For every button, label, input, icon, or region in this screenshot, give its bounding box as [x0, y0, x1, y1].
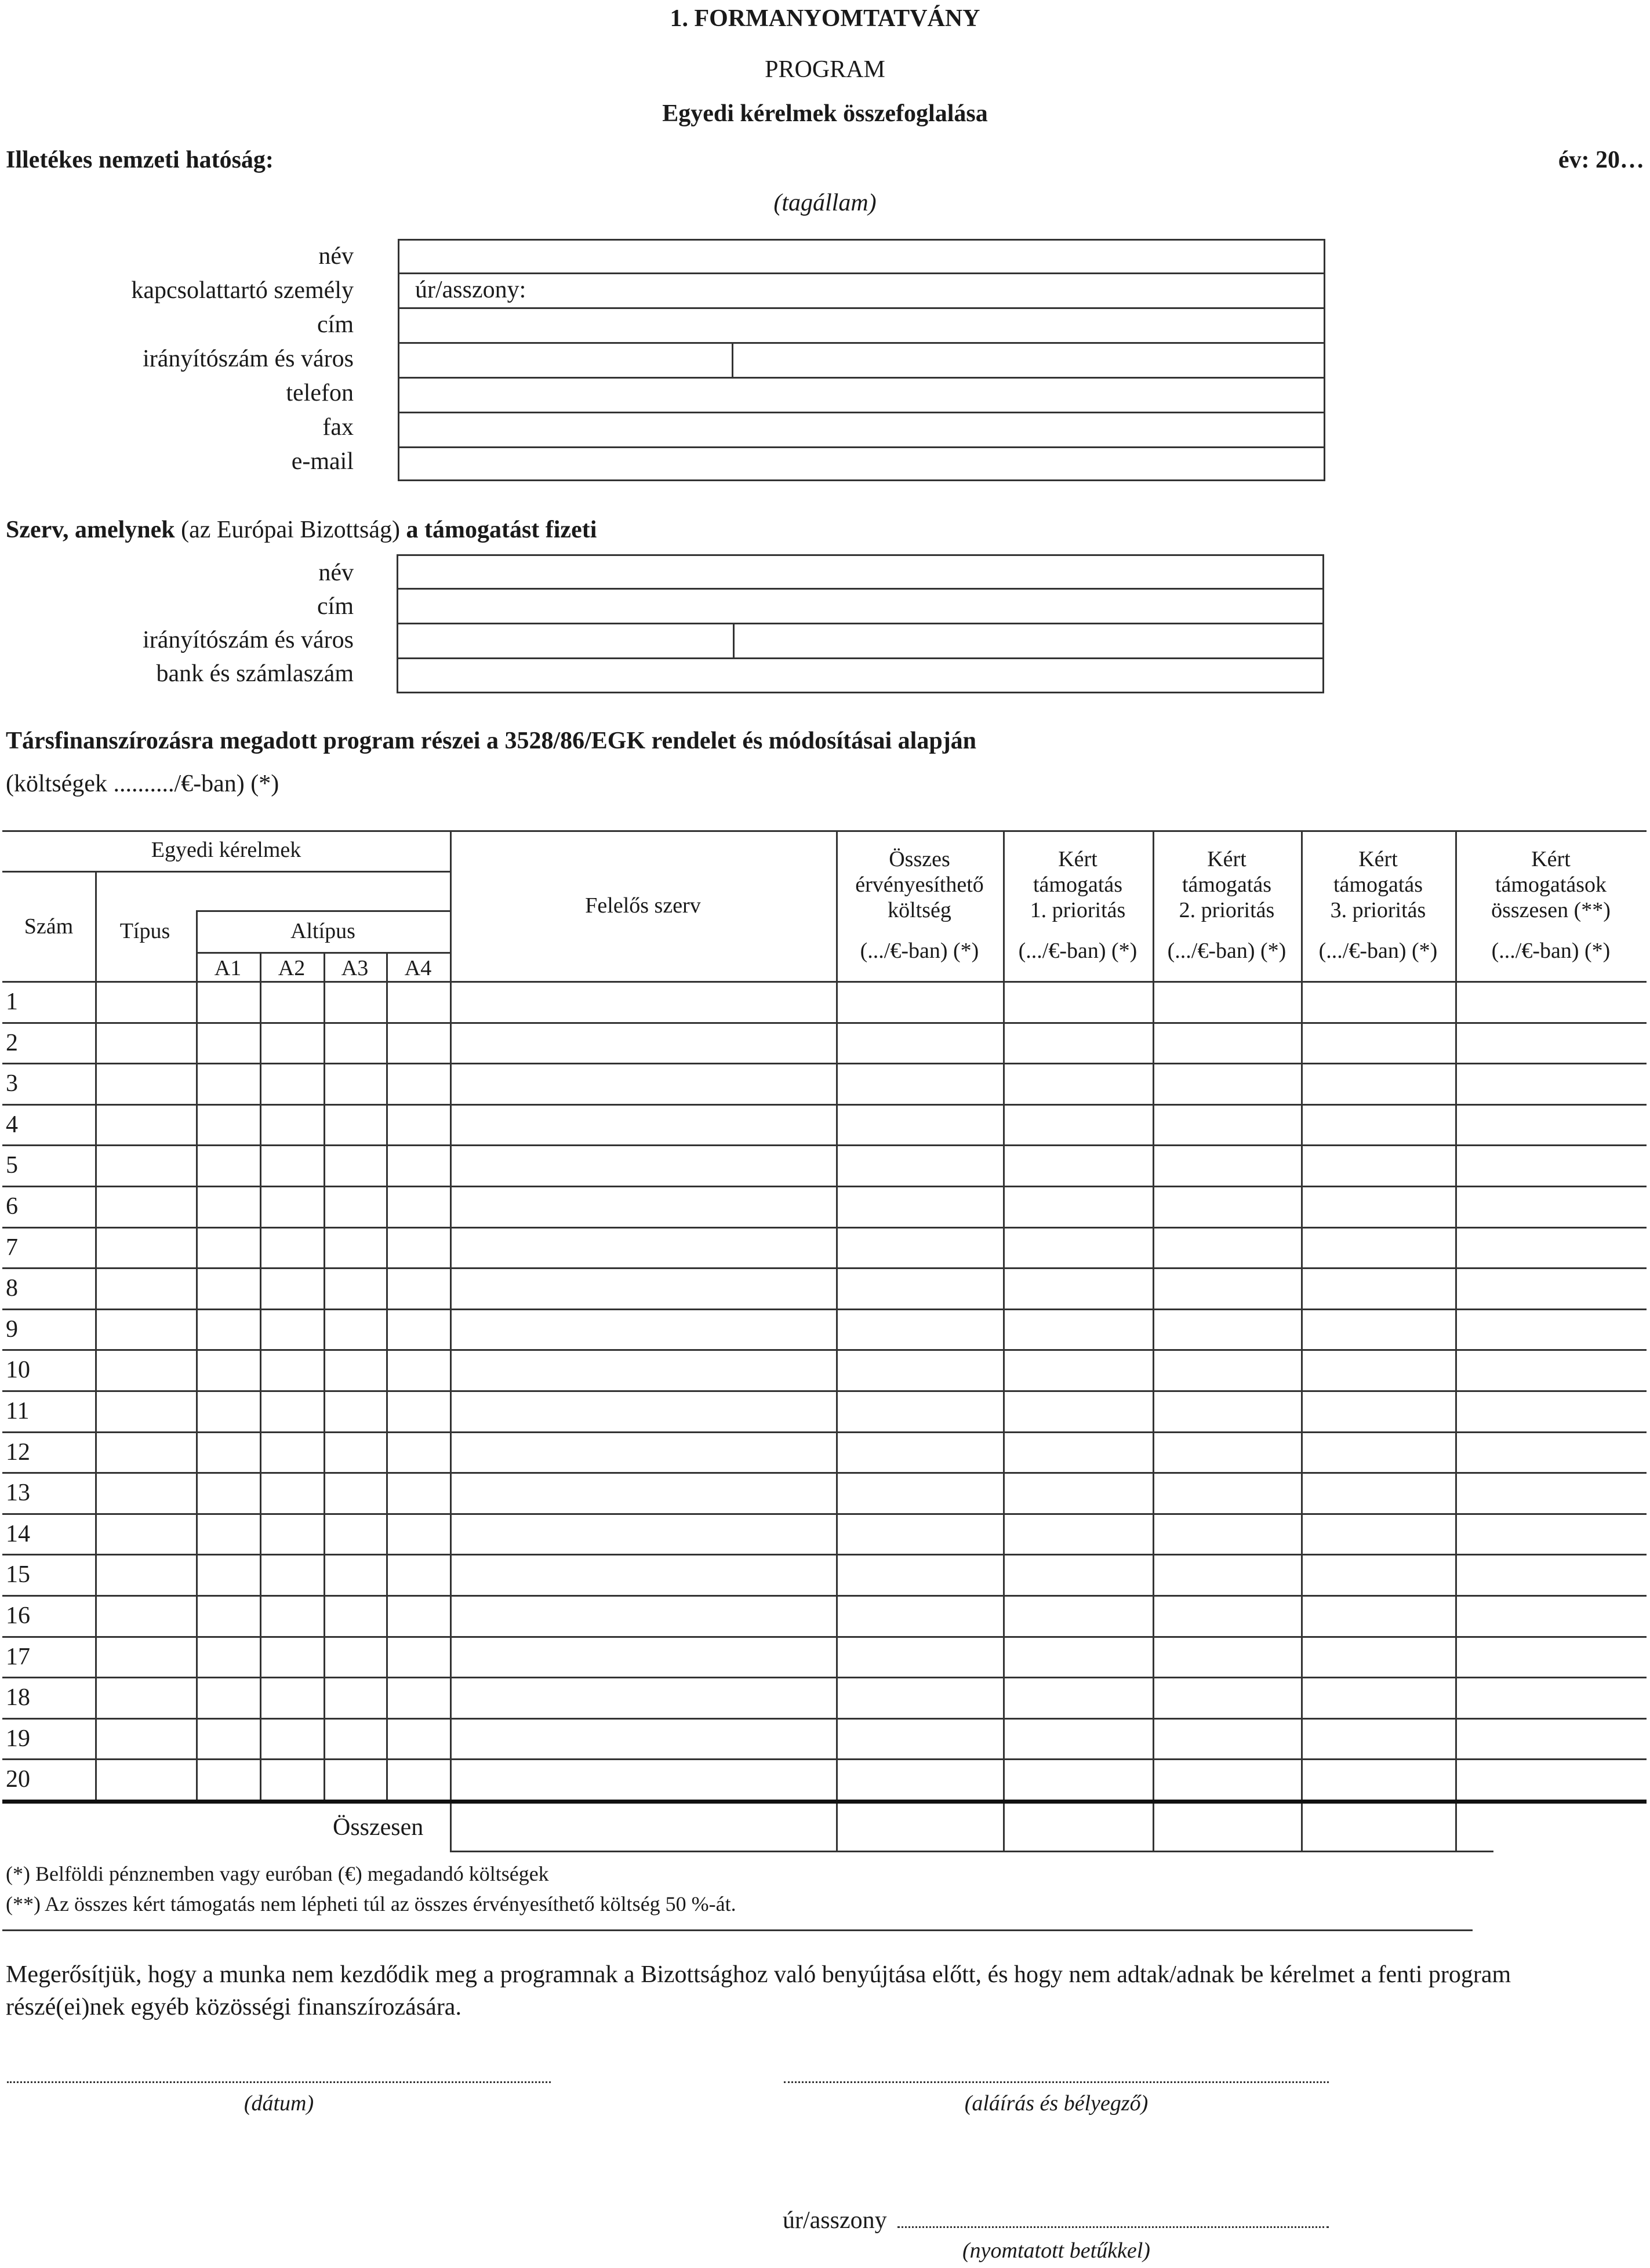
- row-divider: [2, 1513, 1647, 1515]
- row-divider: [2, 1758, 1647, 1760]
- table-total-separator: [2, 1800, 1647, 1804]
- date-line[interactable]: [7, 2081, 551, 2083]
- row-number: 13: [6, 1480, 30, 1506]
- row-number: 12: [6, 1439, 30, 1466]
- col-type: Típus: [119, 919, 170, 943]
- footnote-double-star: (**) Az összes kért támogatás nem lépheti túl az összes érvényesíthető költség 50 %-át.: [6, 1892, 736, 1916]
- row-divider: [2, 1144, 1647, 1146]
- payer-label-postcode-city: irányítószám és város: [143, 627, 354, 653]
- confirmation-line1: Megerősítjük, hogy a munka nem kezdődik meg a programnak a Bizottsághoz való benyújtása előtt, és hogy nem adtak/adnak be kérelmet a fenti program: [6, 1961, 1511, 1988]
- col-subtype-a3: A3: [341, 956, 369, 980]
- row-number: 15: [6, 1561, 30, 1588]
- row-divider: [2, 1104, 1647, 1106]
- col-responsible: Felelős szerv: [585, 893, 701, 918]
- row-divider: [2, 1022, 1647, 1024]
- col-subtype: Altípus: [290, 919, 355, 943]
- printed-name-line[interactable]: [897, 2226, 1329, 2228]
- authority-label: Illetékes nemzeti hatóság:: [6, 147, 274, 173]
- col-subtype-a4: A4: [404, 956, 432, 980]
- row-divider: [2, 1309, 1647, 1310]
- row-number: 8: [6, 1275, 18, 1302]
- payer-heading: Szerv, amelynek (az Európai Bizottság) a támogatást fizeti: [6, 517, 597, 543]
- costs-note: (költségek ........../€-ban) (*): [6, 770, 279, 797]
- row-divider: [2, 1186, 1647, 1187]
- label-phone: telefon: [286, 380, 354, 406]
- row-divider: [2, 1390, 1647, 1392]
- label-address: cím: [317, 311, 354, 338]
- name-field[interactable]: [398, 239, 1325, 272]
- col-subtype-a2: A2: [278, 956, 306, 980]
- col-total-requested: Kért támogatások összesen (**): [1491, 847, 1611, 922]
- label-name: név: [318, 243, 354, 270]
- row-divider: [2, 1554, 1647, 1555]
- row-number: 4: [6, 1111, 18, 1138]
- col-prio2: Kért támogatás 2. prioritás: [1179, 847, 1275, 922]
- row-number: 9: [6, 1316, 18, 1343]
- sir-madam-label: úr/asszony:: [415, 277, 526, 303]
- program-heading: Társfinanszírozásra megadott program részei a 3528/86/EGK rendelet és módosításai alapján: [6, 728, 977, 754]
- signature-line[interactable]: [784, 2081, 1329, 2083]
- footnote-star: (*) Belföldi pénznemben vagy euróban (€) megadandó költségek: [6, 1862, 549, 1885]
- fax-field[interactable]: [398, 412, 1325, 446]
- row-divider: [2, 1677, 1647, 1678]
- payer-city-field[interactable]: [734, 623, 1324, 657]
- unit-prio1: (.../€-ban) (*): [1018, 939, 1137, 963]
- payer-address-field[interactable]: [397, 588, 1324, 623]
- label-fax: fax: [322, 414, 354, 441]
- row-divider: [2, 1063, 1647, 1064]
- phone-field[interactable]: [398, 377, 1325, 412]
- row-divider: [2, 1595, 1647, 1597]
- row-divider: [2, 1472, 1647, 1474]
- col-number: Szám: [24, 914, 74, 939]
- row-number: 6: [6, 1193, 18, 1220]
- unit-prio3: (.../€-ban) (*): [1318, 939, 1438, 963]
- row-divider: [2, 1636, 1647, 1638]
- row-number: 1: [6, 988, 18, 1015]
- col-individual-requests: Egyedi kérelmek: [151, 838, 301, 862]
- label-postcode-city: irányítószám és város: [143, 346, 354, 372]
- unit-total-requested: (.../€-ban) (*): [1491, 939, 1611, 963]
- row-number: 20: [6, 1766, 30, 1793]
- row-divider: [2, 1718, 1647, 1720]
- payer-postcode-field[interactable]: [397, 623, 733, 657]
- address-field[interactable]: [398, 307, 1325, 342]
- payer-label-address: cím: [317, 593, 354, 620]
- col-subtype-a1: A1: [214, 956, 242, 980]
- label-contact-person: kapcsolattartó személy: [131, 277, 354, 304]
- payer-bank-field[interactable]: [397, 657, 1324, 693]
- row-divider: [2, 1267, 1647, 1269]
- row-number: 10: [6, 1357, 30, 1383]
- postcode-field[interactable]: [398, 342, 732, 377]
- col-total-cost: Összes érvényesíthető költség: [855, 847, 984, 922]
- row-number: 17: [6, 1644, 30, 1670]
- payer-label-bank: bank és számlaszám: [156, 660, 354, 687]
- date-caption: (dátum): [243, 2091, 314, 2116]
- confirmation-line2: részé(ei)nek egyéb közösségi finanszírozására.: [6, 1994, 461, 2020]
- row-divider: [2, 1349, 1647, 1351]
- col-prio1: Kért támogatás 1. prioritás: [1030, 847, 1126, 922]
- row-number: 7: [6, 1234, 18, 1261]
- row-divider: [2, 1431, 1647, 1433]
- contact-person-field[interactable]: [522, 272, 1325, 307]
- email-field[interactable]: [398, 446, 1325, 481]
- program-label: PROGRAM: [765, 56, 885, 83]
- row-divider: [2, 1227, 1647, 1228]
- row-number: 14: [6, 1521, 30, 1547]
- printed-name-caption: (nyomtatott betűkkel): [962, 2238, 1150, 2263]
- row-number: 19: [6, 1725, 30, 1752]
- col-prio3: Kért támogatás 3. prioritás: [1330, 847, 1426, 922]
- row-number: 11: [6, 1398, 30, 1424]
- total-label: Összesen: [333, 1814, 424, 1841]
- sir-madam-signature-label: úr/asszony: [783, 2207, 887, 2234]
- row-number: 3: [6, 1070, 18, 1097]
- form-subtitle: Egyedi kérelmek összefoglalása: [662, 100, 988, 127]
- row-number: 2: [6, 1030, 18, 1056]
- row-number: 16: [6, 1602, 30, 1629]
- unit-prio2: (.../€-ban) (*): [1167, 939, 1286, 963]
- year-label: év: 20…: [1558, 147, 1644, 173]
- member-state-note: (tagállam): [773, 190, 877, 216]
- city-field[interactable]: [733, 342, 1325, 377]
- signature-caption: (aláírás és bélyegző): [964, 2091, 1149, 2116]
- unit-total-cost: (.../€-ban) (*): [860, 939, 979, 963]
- form-number: 1. FORMANYOMTATVÁNY: [670, 5, 980, 32]
- payer-name-field[interactable]: [397, 554, 1324, 588]
- payer-label-name: név: [318, 559, 354, 586]
- label-email: e-mail: [291, 448, 354, 475]
- row-number: 18: [6, 1684, 30, 1711]
- row-number: 5: [6, 1152, 18, 1179]
